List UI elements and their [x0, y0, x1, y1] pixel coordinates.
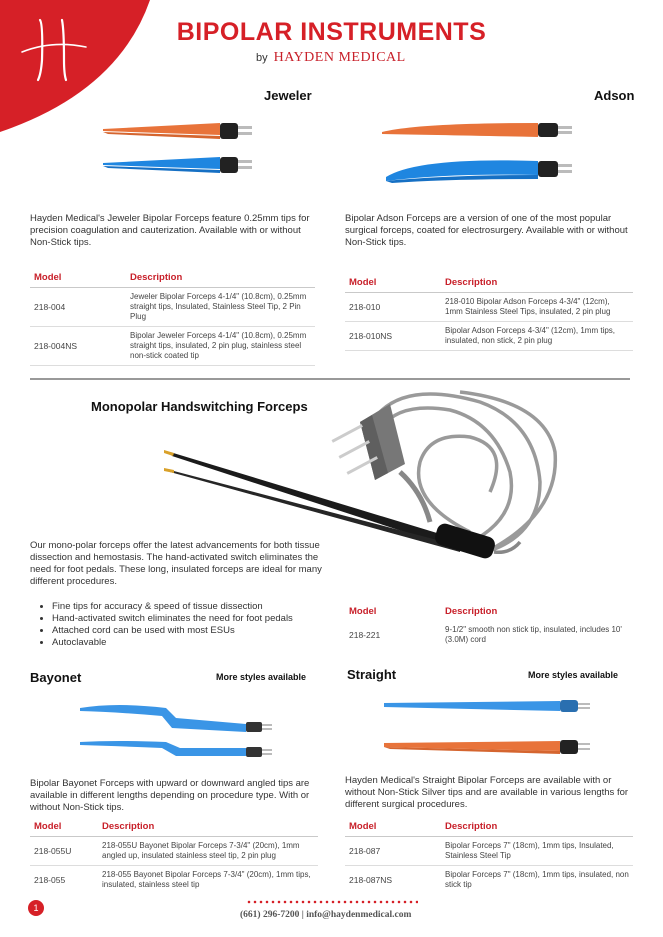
page-number: 1	[28, 900, 44, 916]
byline-by: by	[256, 52, 268, 64]
brand-name: HAYDEN MEDICAL	[273, 50, 406, 65]
byline	[256, 50, 406, 66]
straight-header-description: Description	[441, 817, 633, 837]
model-cell: 218-055U	[30, 837, 98, 866]
bayonet-more-styles: More styles available	[216, 672, 307, 682]
straight-description: Hayden Medical's Straight Bipolar Forceps are available with or without Non-Stick Silver tips and are available in various lengths for different surgical procedures.	[345, 775, 629, 810]
bayonet-header-model: Model	[30, 817, 98, 837]
model-cell: 218-004NS	[30, 327, 126, 366]
bayonet-header-description: Description	[98, 817, 318, 837]
page-title: BIPOLAR INSTRUMENTS	[176, 18, 487, 46]
monopolar-header-model: Model	[349, 606, 377, 617]
section-divider	[30, 378, 630, 380]
straight-forceps-image	[380, 695, 610, 765]
monopolar-header-description: Description	[445, 606, 498, 617]
description-cell: 9-1/2" smooth non stick tip, insulated, includes 10' (3.0M) cord	[445, 625, 622, 644]
adson-header-model: Model	[345, 273, 441, 293]
description-cell: 218-010 Bipolar Adson Forceps 4-3/4" (12cm), 1mm Stainless Steel Tips, insulated, 2 pin plug	[441, 293, 633, 322]
adson-forceps-image	[378, 115, 608, 190]
model-cell: 218-010	[345, 293, 441, 322]
footer-contact: (661) 296-7200 | info@haydenmedical.com	[240, 910, 412, 920]
table-row	[30, 288, 315, 327]
list-item: • Autoclavable	[52, 637, 312, 649]
footer-dots	[246, 900, 418, 904]
adson-description: Bipolar Adson Forceps are a version of one of the most popular surgical forceps, coated for electrosurgery. Available with or without Non-Stick tips.	[345, 213, 628, 248]
jeweler-title: Jeweler	[264, 88, 312, 103]
straight-more-styles: More styles available	[528, 670, 619, 680]
jeweler-table	[30, 268, 315, 366]
model-cell: 218-004	[30, 288, 126, 327]
monopolar-description: Our mono-polar forceps offer the latest advancements for both tissue dissection and hemostasis. The hand-activated switch eliminates the need for foot pedals. These long, insulated forceps are ideal for many different procedures.	[30, 540, 322, 587]
monopolar-bullets	[30, 601, 312, 649]
adson-header-description: Description	[441, 273, 633, 293]
straight-header-model: Model	[345, 817, 441, 837]
table-row	[345, 293, 633, 322]
model-cell: 218-087NS	[349, 875, 393, 885]
adson-title: Adson	[594, 88, 635, 103]
table-row	[345, 621, 633, 649]
monopolar-title: Monopolar Handswitching Forceps	[91, 399, 308, 414]
adson-table	[345, 273, 633, 351]
description-cell: 218-055U Bayonet Bipolar Forceps 7-3/4" (20cm), 1mm angled up, insulated stainless steel tip, 2 pin plug	[98, 837, 318, 866]
jeweler-description: Hayden Medical's Jeweler Bipolar Forceps feature 0.25mm tips for precision coagulation and cauterization. Available with or without Non-Stick tips.	[30, 213, 310, 248]
description-cell: Jeweler Bipolar Forceps 4-1/4" (10.8cm), 0.25mm straight tips, Insulated, Stainless Steel Tip, 2 Pin Plug	[126, 288, 315, 327]
table-row	[30, 837, 318, 866]
straight-table	[345, 817, 633, 894]
model-cell: 218-087	[345, 837, 441, 866]
monopolar-table	[345, 602, 633, 649]
description-cell: Bipolar Adson Forceps 4-3/4" (12cm), 1mm tips, insulated, non stick, 2 pin plug	[441, 322, 633, 351]
list-item: • Fine tips for accuracy & speed of tissue dissection	[52, 601, 312, 613]
bayonet-table	[30, 817, 318, 894]
jeweler-header-description: Description	[126, 268, 315, 288]
table-row	[345, 322, 633, 351]
list-item: • Hand-activated switch eliminates the need for foot pedals	[52, 613, 312, 625]
table-row	[345, 837, 633, 866]
bayonet-description: Bipolar Bayonet Forceps with upward or downward angled tips are available in different lengths depending on procedure type. With or without Non-Stick tips.	[30, 778, 310, 813]
description-cell: Bipolar Forceps 7" (18cm), 1mm tips, Insulated, Stainless Steel Tip	[441, 837, 633, 866]
table-row	[30, 866, 318, 895]
model-cell: 218-055	[34, 875, 66, 885]
description-cell: Bipolar Forceps 7" (18cm), 1mm tips, insulated, non stick tip	[445, 870, 629, 889]
bayonet-forceps-image	[76, 696, 276, 766]
description-cell: Bipolar Jeweler Forceps 4-1/4" (10.8cm), 0.25mm straight tips, insulated, 2 pin plug, stainless steel non-stick coated tip	[126, 327, 315, 366]
jeweler-forceps-image	[100, 115, 270, 185]
model-cell: 218-221	[349, 630, 381, 640]
table-row	[30, 327, 315, 366]
table-row	[345, 866, 633, 895]
straight-title: Straight	[347, 667, 397, 682]
list-item: • Attached cord can be used with most ESUs	[52, 625, 312, 637]
description-cell: 218-055 Bayonet Bipolar Forceps 7-3/4" (20cm), 1mm tips, insulated, stainless steel tip	[102, 870, 311, 889]
bayonet-title: Bayonet	[30, 670, 82, 685]
jeweler-header-model: Model	[30, 268, 126, 288]
model-cell: 218-010NS	[345, 322, 441, 351]
